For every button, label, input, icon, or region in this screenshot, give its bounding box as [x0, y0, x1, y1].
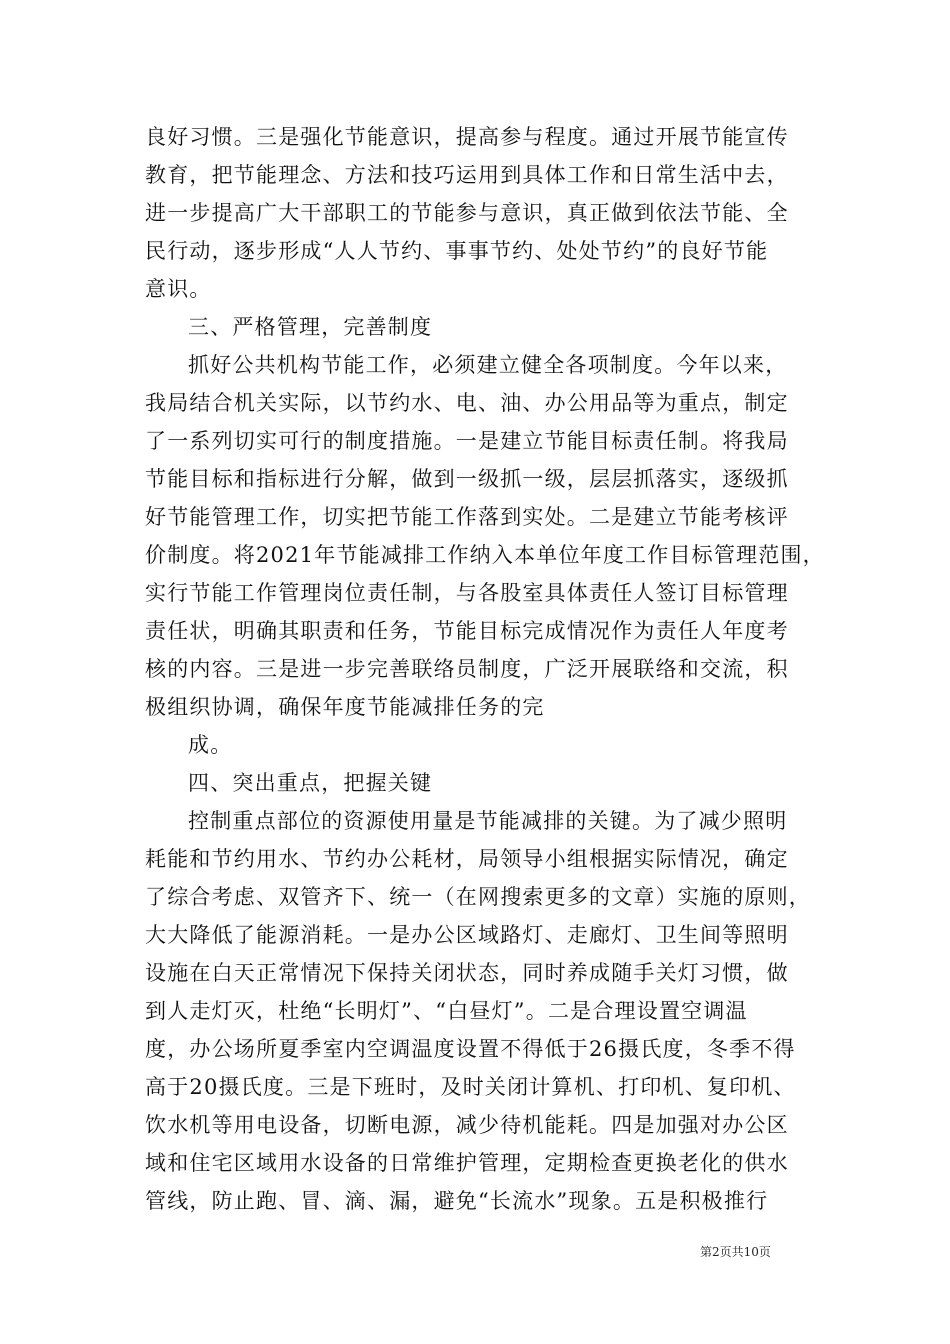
- body-text-line: 价制度。将2021年节能减排工作纳入本单位年度工作目标管理范围，: [145, 543, 825, 567]
- body-text-line: 教育，把节能理念、方法和技巧运用到具体工作和日常生活中去，: [145, 163, 789, 187]
- body-text-line: 域和住宅区域用水设备的日常维护管理，定期检查更换老化的供水: [145, 1151, 789, 1175]
- body-text-line: 饮水机等用电设备，切断电源，减少待机能耗。四是加强对办公区: [145, 1113, 789, 1137]
- body-text-line: 实行节能工作管理岗位责任制，与各股室具体责任人签订目标管理: [145, 581, 789, 605]
- body-text-line: 责任状，明确其职责和任务，节能目标完成情况作为责任人年度考: [145, 619, 789, 643]
- section-heading-3: 三、严格管理，完善制度: [188, 315, 433, 339]
- body-text-line: 管线，防止跑、冒、滴、漏，避免“长流水”现象。五是积极推行: [145, 1189, 769, 1213]
- body-text-line: 意识。: [145, 277, 212, 301]
- body-text-line: 我局结合机关实际，以节约水、电、油、办公用品等为重点，制定: [145, 391, 789, 415]
- body-text-line: 设施在白天正常情况下保持关闭状态，同时养成随手关灯习惯，做: [145, 961, 789, 985]
- body-text-line: 控制重点部位的资源使用量是节能减排的关键。为了减少照明: [188, 809, 788, 833]
- body-text-line: 极组织协调，确保年度节能减排任务的完: [145, 695, 545, 719]
- section-heading-4: 四、突出重点，把握关键: [188, 771, 433, 795]
- body-text-line: 了综合考虑、双管齐下、统一（在网搜索更多的文章）实施的原则，: [145, 885, 811, 909]
- body-text-line: 大大降低了能源消耗。一是办公区域路灯、走廊灯、卫生间等照明: [145, 923, 789, 947]
- body-text-line: 度，办公场所夏季室内空调温度设置不得低于26摄氏度，冬季不得: [145, 1037, 796, 1061]
- body-text-line: 成。: [188, 733, 233, 757]
- body-text-line: 节能目标和指标进行分解，做到一级抓一级，层层抓落实，逐级抓: [145, 467, 789, 491]
- body-text-line: 好节能管理工作，切实把节能工作落到实处。二是建立节能考核评: [145, 505, 789, 529]
- body-text-line: 抓好公共机构节能工作，必须建立健全各项制度。今年以来，: [188, 353, 788, 377]
- body-text-line: 了一系列切实可行的制度措施。一是建立节能目标责任制。将我局: [145, 429, 789, 453]
- body-text-line: 高于20摄氏度。三是下班时，及时关闭计算机、打印机、复印机、: [145, 1075, 796, 1099]
- page-number: 第2页共10页: [700, 1245, 771, 1259]
- body-text-line: 良好习惯。三是强化节能意识，提高参与程度。通过开展节能宣传: [145, 125, 789, 149]
- body-text-line: 民行动，逐步形成“人人节约、事事节约、处处节约”的良好节能: [145, 239, 769, 263]
- body-text-line: 到人走灯灭，杜绝“长明灯”、“白昼灯”。二是合理设置空调温: [145, 999, 748, 1023]
- body-text-line: 核的内容。三是进一步完善联络员制度，广泛开展联络和交流，积: [145, 657, 789, 681]
- body-text-line: 耗能和节约用水、节约办公耗材，局领导小组根据实际情况，确定: [145, 847, 789, 871]
- body-text-line: 进一步提高广大干部职工的节能参与意识，真正做到依法节能、全: [145, 201, 789, 225]
